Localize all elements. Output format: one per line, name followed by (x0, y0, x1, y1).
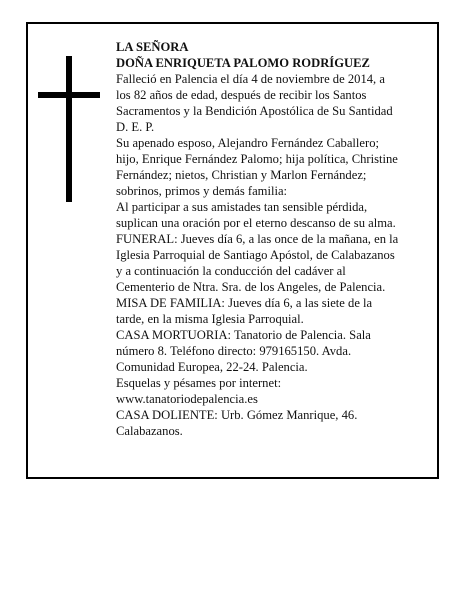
obituary-notice (26, 22, 439, 479)
notice-line: CASA DOLIENTE: Urb. Gómez Manrique, 46. (116, 408, 358, 422)
cross-vertical-bar (66, 56, 72, 202)
notice-line: Iglesia Parroquial de Santiago Apóstol, de Calabazanos (116, 248, 395, 262)
notice-line: Esquelas y pésames por internet: (116, 376, 282, 390)
notice-line: D. E. P. (116, 120, 155, 134)
latin-cross-icon (38, 56, 100, 202)
notice-line: tarde, en la misma Iglesia Parroquial. (116, 312, 304, 326)
deceased-name: DOÑA ENRIQUETA PALOMO RODRÍGUEZ (116, 56, 370, 70)
notice-text (116, 39, 431, 439)
notice-line: Comunidad Europea, 22-24. Palencia. (116, 360, 308, 374)
notice-heading-title: LA SEÑORA (116, 40, 189, 54)
notice-line: y a continuación la conducción del cadáver al (116, 264, 346, 278)
notice-line: FUNERAL: Jueves día 6, a las once de la mañana, en la (116, 232, 399, 246)
notice-line: Al participar a sus amistades tan sensible pérdida, (116, 200, 368, 214)
notice-line: Falleció en Palencia el día 4 de noviembre de 2014, a (116, 72, 385, 86)
notice-line: Fernández; nietos, Christian y Marlon Fernández; (116, 168, 367, 182)
notice-line: hijo, Enrique Fernández Palomo; hija política, Christine (116, 152, 398, 166)
notice-line: suplican una oración por el eterno descanso de su alma. (116, 216, 396, 230)
notice-line: sobrinos, primos y demás familia: (116, 184, 288, 198)
notice-line: Calabazanos. (116, 424, 183, 438)
notice-line: los 82 años de edad, después de recibir los Santos (116, 88, 367, 102)
notice-line: Sacramentos y la Bendición Apostólica de Su Santidad (116, 104, 393, 118)
notice-line: Cementerio de Ntra. Sra. de los Angeles, de Palencia. (116, 280, 386, 294)
notice-line: CASA MORTUORIA: Tanatorio de Palencia. Sala (116, 328, 371, 342)
notice-line: número 8. Teléfono directo: 979165150. Avda. (116, 344, 352, 358)
website-text: www.tanatoriodepalencia.es (116, 392, 258, 406)
notice-line: Su apenado esposo, Alejandro Fernández Caballero; (116, 136, 379, 150)
cross-horizontal-bar (38, 92, 100, 98)
notice-line: MISA DE FAMILIA: Jueves día 6, a las siete de la (116, 296, 373, 310)
